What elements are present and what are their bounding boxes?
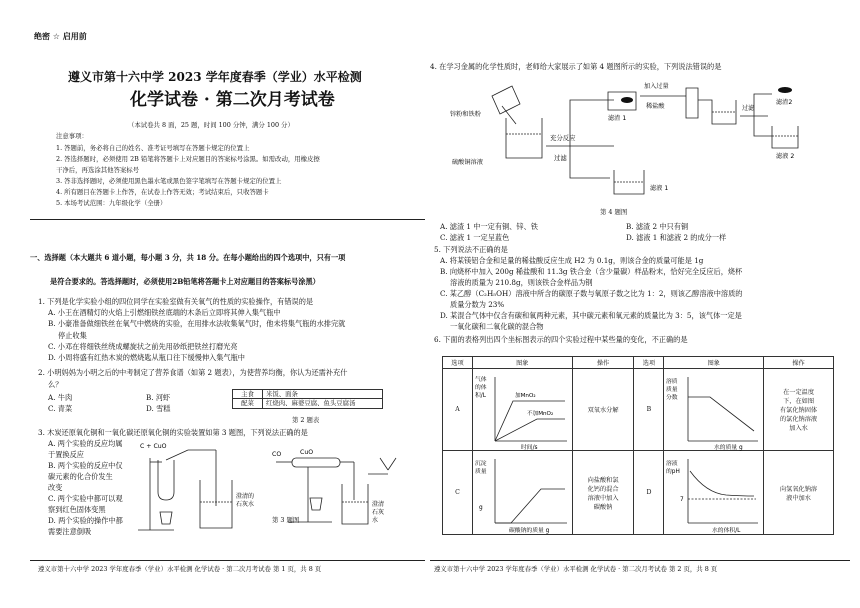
label-cuso4: 硫酸铜溶液 — [452, 159, 483, 166]
question-1-option-b-cont: 停止收集 — [58, 331, 87, 340]
table-header: 选项 — [443, 357, 473, 369]
question-4-option-d: D. 滤液 1 和滤液 2 的成分一样 — [626, 233, 727, 242]
exam-subtitle: 化学试卷 · 第二次月考试卷 — [130, 90, 335, 110]
question-1-stem: 1. 下列是化学实验小组的四位同学在实验室做有关氧气的性质的实验操作，有错误的是 — [38, 297, 314, 306]
question-3-option-line: D. 两个实验的操作中都 — [48, 516, 123, 525]
question-2-option-a: A. 牛肉 — [48, 393, 73, 402]
label-limewater: 石灰 — [372, 509, 385, 516]
operation-line: 有氯化钠固体 — [779, 407, 818, 414]
exam-page-2 — [430, 0, 860, 608]
table-cell: 配菜 — [233, 399, 263, 408]
note-item: 2. 答选择题时，必须使用 2B 铅笔将答题卡上对应题目的答案标号涂黑。如需改动，用橡皮擦 — [56, 155, 320, 163]
question-3-option-line: B. 两个实验的反应中仅 — [48, 461, 123, 470]
table-caption: 第 2 题表 — [292, 416, 320, 424]
question-6-table — [442, 356, 834, 535]
option-label: B — [634, 369, 664, 451]
question-5-option-d-cont: 一氧化碳和二氧化碳的混合物 — [450, 322, 544, 331]
question-5-option-b-cont: 溶液的质量为 210.8g，则该铁合金样品为钢 — [450, 278, 593, 287]
table-header: 图象 — [664, 357, 764, 369]
label-filtrate-2: 滤液 2 — [776, 153, 795, 160]
label-limewater: 水 — [372, 517, 379, 524]
graph-b — [666, 371, 762, 449]
operation-line: 溶液中加入 — [587, 494, 619, 502]
question-2-option-d: D. 雪糕 — [146, 404, 171, 413]
curve-label: 不加MnO₂ — [526, 411, 554, 417]
graph-cell — [664, 369, 764, 451]
axis-label: 碳酸钠的质量 g — [508, 528, 550, 534]
table-row — [443, 369, 834, 451]
notes-heading: 注意事项： — [56, 132, 88, 140]
table-header: 图象 — [472, 357, 572, 369]
graph-a — [475, 371, 571, 449]
label-limewater: 澄清的 — [236, 493, 255, 500]
operation-line: 向盐酸和氯 — [587, 476, 619, 484]
option-label: C — [443, 451, 473, 535]
axis-label: 分数 — [666, 395, 678, 401]
option-label: D — [634, 451, 664, 535]
graph-d — [666, 453, 762, 533]
operation-line: 化钙的混合 — [587, 485, 619, 493]
confidential-mark: 绝密 ☆ 启用前 — [34, 32, 87, 41]
operation-cell — [764, 451, 834, 535]
axis-label: 溶质 — [666, 379, 678, 385]
question-4-option-b: B. 滤渣 2 中只有铜 — [626, 222, 689, 231]
table-cell: 主食 — [233, 390, 263, 399]
note-item: 5. 本场考试范围：九年级化学（全册） — [56, 199, 167, 207]
axis-label: 积/L — [474, 393, 486, 399]
operation-cell — [764, 369, 834, 451]
question-3-option-line: 需要注意倒吸 — [48, 527, 92, 536]
operation-line: 向氢氧化钠溶 — [779, 485, 818, 493]
page-footer: 遵义市第十六中学 2023 学年度春季（学业）水平检测 化学试卷 · 第二次月考试卷 第 2 页，共 8 页 — [434, 565, 718, 573]
table-row — [443, 357, 834, 369]
question-3-stem: 3. 木炭还原氧化铜和一氧化碳还原氧化铜的实验装置如第 3 题图，下列说法正确的是 — [38, 428, 308, 437]
label-c-cuo: C + CuO — [140, 443, 167, 450]
label-residue-1: 滤渣 1 — [608, 115, 627, 122]
note-item: 3. 答非选择题时，必须使用黑色墨水笔或黑色签字笔填写在答题卡规定的位置上 — [56, 177, 282, 185]
label-filter: 过滤 — [554, 154, 567, 162]
question-5-option-a: A. 将某镁铝合金和足量的稀盐酸反应生成 H2 为 0.1g，则该合金的质量可能是 1g — [440, 256, 704, 265]
question-1-option-c: C. 小邓在将细铁丝绕成螺旋状之前先用砂纸把铁丝打磨光亮 — [48, 342, 238, 351]
exam-info: （本试卷共 8 面，25 题，时间 100 分钟，满分 100 分） — [128, 121, 294, 129]
label-cuo: CuO — [300, 449, 314, 456]
question-5-stem: 5. 下列说法不正确的是 — [434, 245, 508, 254]
label-filter-2: 过滤 — [742, 105, 755, 112]
question-2-stem: 2. 小明妈妈为小明之后的中考制定了营养食谱（如第 2 题表），为使营养均衡，你认为还需补充什 — [38, 368, 348, 377]
table-row — [233, 399, 383, 408]
question-4-stem: 4. 在学习金属的化学性质时，老师给大家展示了如第 4 题图所示的实验，下列说法错误的是 — [430, 62, 722, 71]
axis-label: 的体 — [474, 385, 487, 391]
question-2-stem-cont: 么？ — [48, 380, 63, 389]
operation-line: 液中加水 — [786, 494, 811, 502]
table-row — [233, 390, 383, 399]
operation-line: 下，在如图 — [783, 398, 815, 405]
question-1-option-d: D. 小周将盛有红热木炭的燃烧匙从瓶口往下缓慢伸入集气瓶中 — [48, 353, 245, 362]
question-6-stem: 6. 下面的表格列出四个坐标图表示的四个实验过程中某些量的变化，不正确的是 — [434, 335, 688, 344]
operation-line: 的氯化钠溶液 — [779, 416, 818, 423]
question-5-option-c: C. 某乙醇（C₂H₅OH）溶液中所含的碳原子数与氧原子数之比为 1：2，则该乙醇溶液中溶质的 — [440, 289, 743, 298]
question-5-option-d: D. 某混合气体中仅含有碳和氧两种元素，其中碳元素和氧元素的质量比为 3：5，该气体一定是 — [440, 311, 742, 320]
exam-title: 遵义市第十六中学 2023 学年度春季（学业）水平检测 — [68, 70, 362, 84]
table-header: 选项 — [634, 357, 664, 369]
axis-label: 气体 — [474, 377, 487, 383]
axis-label: g — [478, 505, 483, 511]
label-co: CO — [272, 451, 282, 458]
label-limewater: 澄清 — [372, 501, 385, 508]
question-5-option-c-cont: 质量分数为 23% — [450, 300, 505, 309]
question-3-option-line: 改变 — [48, 483, 63, 492]
question-3-option-line: A. 两个实验的反应均属 — [48, 439, 123, 448]
operation-cell: 双氧水分解 — [572, 369, 634, 451]
figure-caption: 第 4 题图 — [600, 208, 628, 216]
footer-rule — [30, 560, 425, 561]
section-heading-line1: 一、选择题（本大题共 6 道小题，每小题 3 分，共 18 分。在每小题给出的四个选项中，只有一项 — [30, 253, 346, 262]
axis-label: 的pH — [666, 469, 681, 475]
graph-cell — [472, 451, 572, 535]
note-item: 1. 答题前，务必将自己的姓名、准考证号填写在答题卡规定的位置上 — [56, 144, 250, 152]
question-3-option-line: 察到红色固体变黑 — [48, 505, 106, 514]
label-filtrate-1: 滤液 1 — [650, 185, 669, 192]
operation-line: 在一定温度 — [783, 389, 815, 396]
graph-cell — [472, 369, 572, 451]
label-react: 充分反应 — [550, 134, 576, 142]
section-divider — [30, 219, 425, 220]
question-3-option-line: 于置换反应 — [48, 450, 84, 459]
figure-caption: 第 3 题图 — [272, 516, 300, 524]
question-2-option-c: C. 青菜 — [48, 404, 73, 413]
operation-cell — [572, 451, 634, 535]
curve-label: 加MnO₂ — [514, 393, 536, 399]
axis-label: 质量 — [474, 469, 487, 475]
label-zn-fe: 锌粉和铁粉 — [450, 111, 481, 118]
axis-label: 时间/s — [520, 445, 538, 451]
table-header: 操作 — [572, 357, 634, 369]
operation-line: 碳酸钠 — [593, 503, 613, 511]
label-limewater: 石灰水 — [236, 501, 255, 508]
axis-label: 水的体积/L — [712, 528, 741, 534]
axis-label: 沉淀 — [474, 461, 487, 467]
graph-c — [475, 453, 571, 533]
table-row — [443, 451, 834, 535]
question-5-option-b: B. 向烧杯中加入 200g 稀盐酸和 11.3g 铁合金（含少量碳）样品粉末，恰好完全反应后，烧杯 — [440, 267, 743, 276]
axis-label: 7 — [680, 497, 685, 503]
menu-table — [232, 389, 383, 409]
axis-label: 水的质量 g — [714, 445, 744, 451]
label-residue-2: 滤渣2 — [776, 99, 793, 106]
section-heading-line2: 是符合要求的。答选择题时，必须使用2B铅笔将答题卡上对应题目的答案标号涂黑） — [50, 277, 320, 286]
axis-label: 质量 — [666, 387, 678, 393]
question-4-option-a: A. 滤渣 1 中一定有铜、锌、铁 — [440, 222, 538, 231]
footer-rule — [430, 560, 850, 561]
metal-reaction-figure — [450, 78, 830, 208]
table-cell: 米饭、面条 — [263, 390, 383, 399]
page-footer: 遵义市第十六中学 2023 学年度春季（学业）水平检测 化学试卷 · 第二次月考试卷 第 1 页，共 8 页 — [38, 565, 322, 573]
note-item: 4. 所有题目在答题卡上作答，在试卷上作答无效；考试结束后，只收答题卡 — [56, 188, 269, 196]
question-3-option-line: 碳元素的化合价发生 — [48, 472, 113, 481]
label-dilute-hcl: 稀盐酸 — [646, 103, 665, 110]
option-label: A — [443, 369, 473, 451]
label-add-excess: 加入过量 — [644, 83, 669, 90]
note-item: 干净后，再选涂其他答案标号 — [56, 166, 140, 174]
graph-cell — [664, 451, 764, 535]
question-2-option-b: B. 河虾 — [146, 393, 171, 402]
question-1-option-a: A. 小王在酒精灯的火焰上引燃细铁丝底端的木条后立即将其伸入集气瓶中 — [48, 308, 281, 317]
axis-label: 溶液 — [666, 461, 678, 467]
question-1-option-b: B. 小豪准备做细铁丝在氧气中燃烧的实验，在用排水法收集氧气时，他未将集气瓶的水排完就 — [48, 319, 346, 328]
question-3-option-line: C. 两个实验中都可以观 — [48, 494, 123, 503]
operation-line: 加入水 — [789, 425, 808, 432]
table-cell: 红烧肉、麻婆豆腐、鱼头豆腐汤 — [263, 399, 383, 408]
table-header: 操作 — [764, 357, 834, 369]
question-4-option-c: C. 滤液 1 一定呈蓝色 — [440, 233, 510, 242]
